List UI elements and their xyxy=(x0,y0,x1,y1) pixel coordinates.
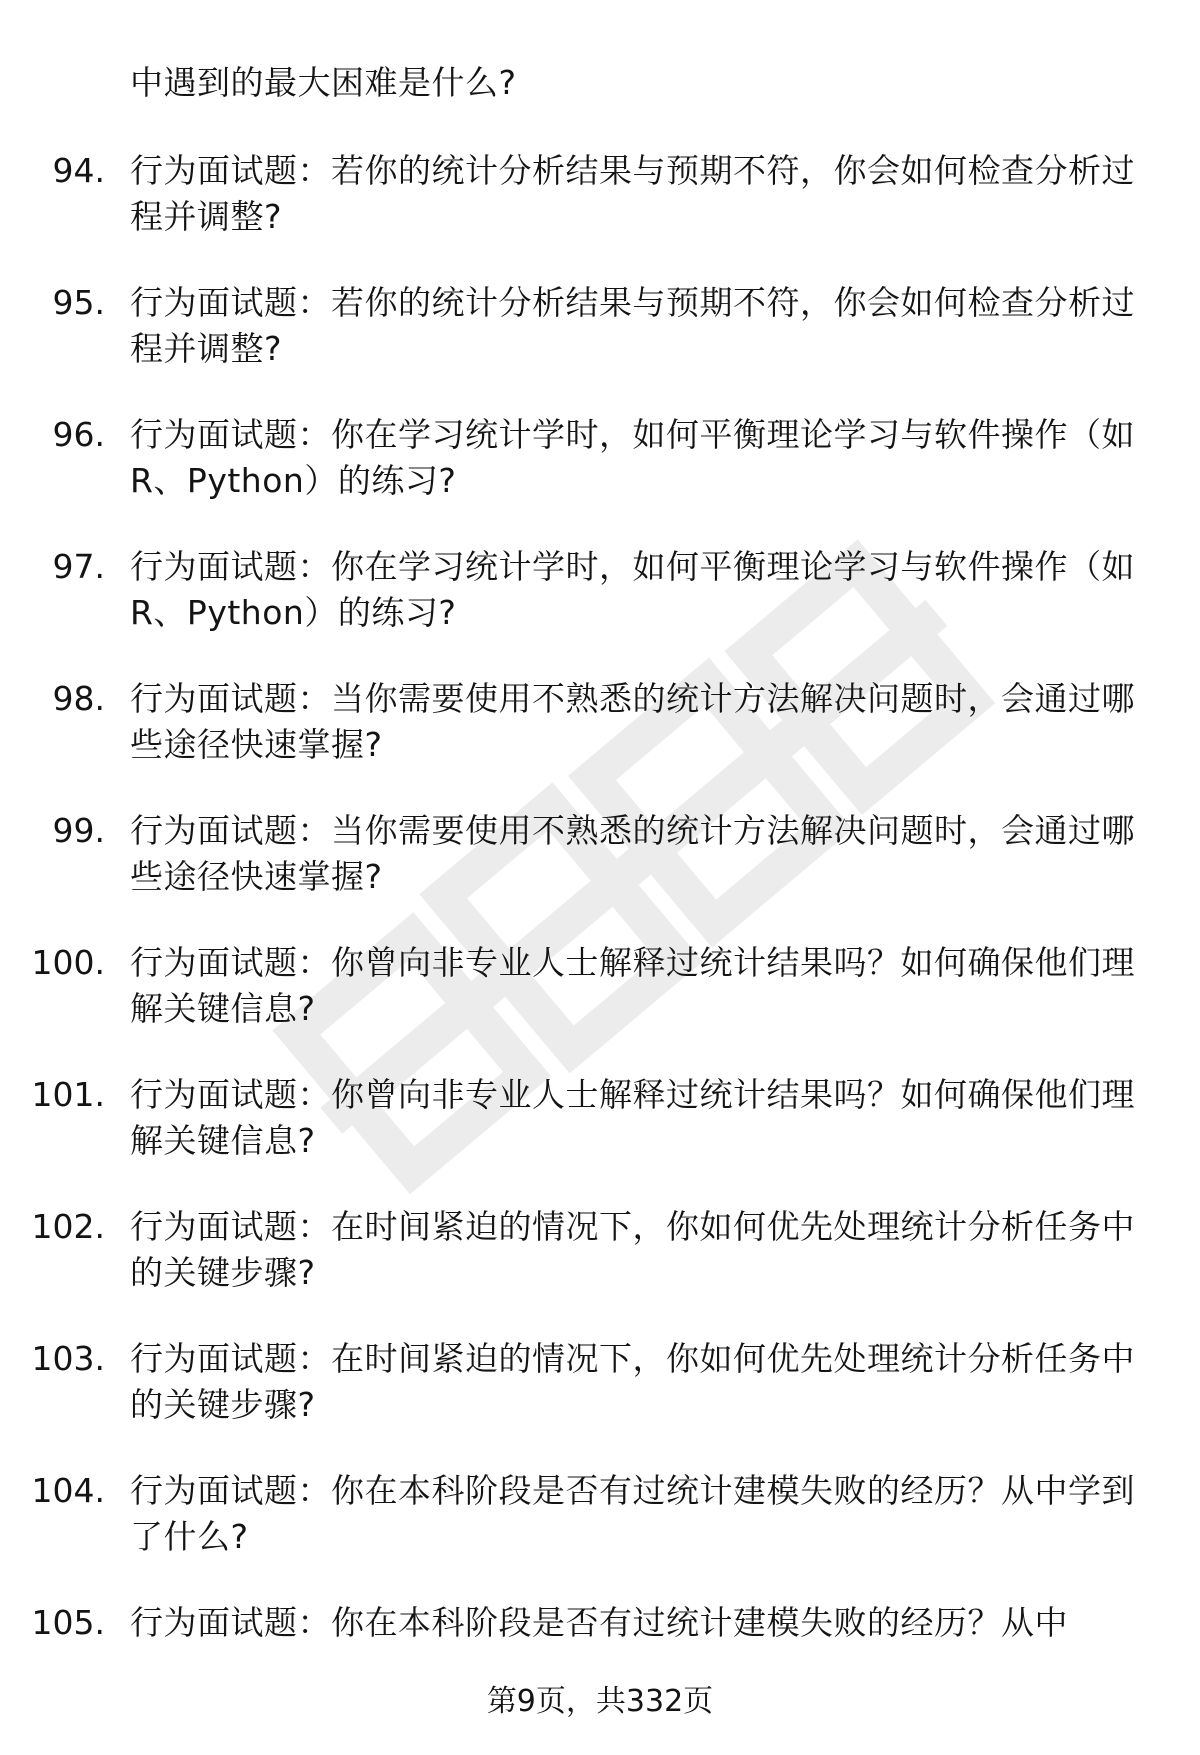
question-number: 96. xyxy=(52,415,105,454)
question-number: 101. xyxy=(31,1075,105,1114)
question-text: 行为面试题：你在本科阶段是否有过统计建模失败的经历？从中 xyxy=(130,1603,1068,1642)
list-item xyxy=(0,280,1200,412)
continuation-line: 中遇到的最大困难是什么? xyxy=(130,63,517,102)
question-text: 行为面试题：你曾向非专业人士解释过统计结果吗？如何确保他们理解关键信息? xyxy=(130,943,1135,1028)
list-item xyxy=(0,544,1200,676)
question-number: 99. xyxy=(52,811,105,850)
question-text: 行为面试题：若你的统计分析结果与预期不符，你会如何检查分析过程并调整? xyxy=(130,151,1135,236)
question-text: 行为面试题：你在本科阶段是否有过统计建模失败的经历？从中学到了什么? xyxy=(130,1471,1135,1556)
question-text: 行为面试题：当你需要使用不熟悉的统计方法解决问题时，会通过哪些途径快速掌握? xyxy=(130,811,1135,896)
question-number: 104. xyxy=(31,1471,105,1510)
question-text: 行为面试题：在时间紧迫的情况下，你如何优先处理统计分析任务中的关键步骤? xyxy=(130,1207,1135,1292)
question-list xyxy=(0,148,1200,1732)
list-item xyxy=(0,940,1200,1072)
question-number: 97. xyxy=(52,547,105,586)
question-number: 98. xyxy=(52,679,105,718)
question-number: 100. xyxy=(31,943,105,982)
list-item xyxy=(0,1204,1200,1336)
question-text: 行为面试题：你在学习统计学时，如何平衡理论学习与软件操作（如R、Python）的练习? xyxy=(130,415,1135,500)
list-item xyxy=(0,1072,1200,1204)
question-text: 行为面试题：你在学习统计学时，如何平衡理论学习与软件操作（如R、Python）的练习? xyxy=(130,547,1135,632)
list-item xyxy=(0,676,1200,808)
list-item xyxy=(0,412,1200,544)
list-item xyxy=(0,1336,1200,1468)
list-item xyxy=(0,1468,1200,1600)
list-item xyxy=(0,148,1200,280)
question-text: 行为面试题：当你需要使用不熟悉的统计方法解决问题时，会通过哪些途径快速掌握? xyxy=(130,679,1135,764)
question-number: 95. xyxy=(52,283,105,322)
list-item xyxy=(0,808,1200,940)
question-text: 行为面试题：在时间紧迫的情况下，你如何优先处理统计分析任务中的关键步骤? xyxy=(130,1339,1135,1424)
question-text: 行为面试题：你曾向非专业人士解释过统计结果吗？如何确保他们理解关键信息? xyxy=(130,1075,1135,1160)
page-footer: 第9页，共332页 xyxy=(486,1684,714,1719)
question-text: 行为面试题：若你的统计分析结果与预期不符，你会如何检查分析过程并调整? xyxy=(130,283,1135,368)
question-number: 103. xyxy=(31,1339,105,1378)
question-number: 94. xyxy=(52,151,105,190)
question-number: 105. xyxy=(31,1603,105,1642)
question-number: 102. xyxy=(31,1207,105,1246)
